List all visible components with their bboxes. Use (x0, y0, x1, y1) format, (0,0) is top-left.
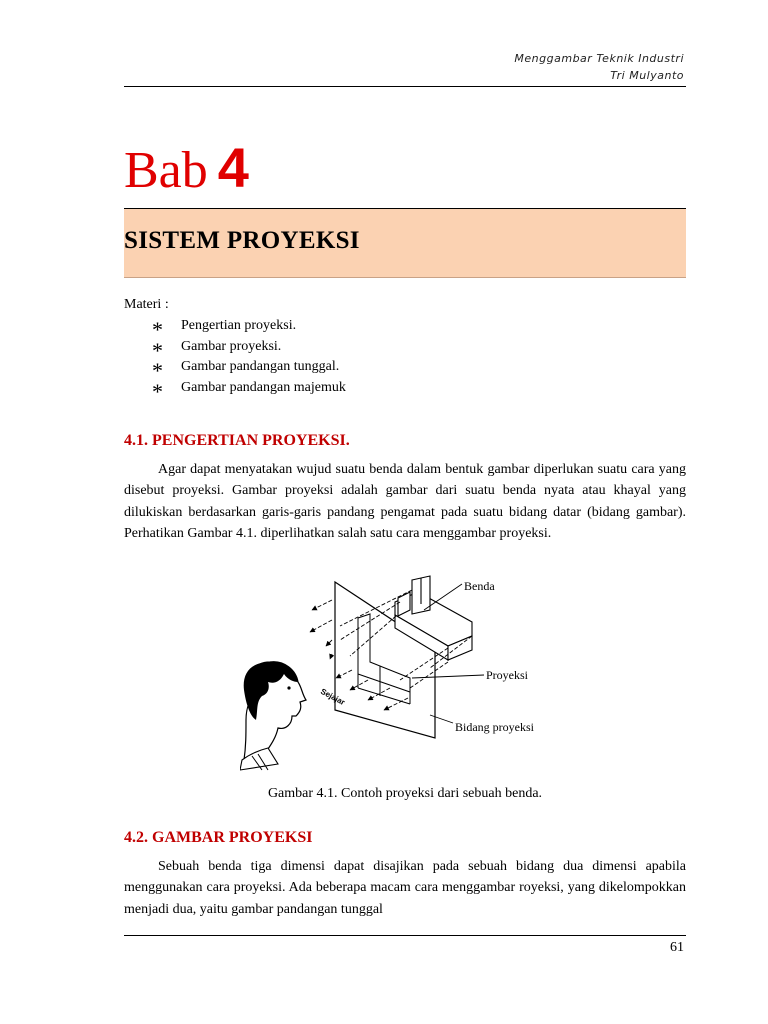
footer-divider (124, 935, 686, 936)
sejajar-label: Sejajar (319, 686, 347, 708)
materi-label: Materi : (124, 297, 169, 312)
label-proyeksi: Proyeksi (486, 668, 528, 682)
chapter-number: 4 (217, 136, 249, 199)
section-2-paragraph (124, 856, 686, 920)
materi-item-text: Gambar pandangan majemuk (181, 379, 346, 395)
asterisk-bullet-icon: * (152, 317, 163, 343)
materi-item-text: Pengertian proyeksi. (181, 318, 297, 334)
list-item (152, 357, 346, 384)
label-benda: Benda (464, 579, 495, 593)
materi-list (152, 316, 346, 404)
section-heading-4-1: 4.1. PENGERTIAN PROYEKSI. (124, 432, 350, 449)
label-bidang-proyeksi: Bidang proyeksi (455, 720, 534, 734)
list-item (152, 337, 346, 363)
asterisk-bullet-icon: * (152, 378, 163, 404)
figure-caption: Gambar 4.1. Contoh proyeksi dari sebuah benda. (267, 786, 543, 801)
chapter-title: SISTEM PROYEKSI (124, 227, 360, 254)
header-author: Tri Mulyanto (610, 69, 684, 82)
header-book-title: Menggambar Teknik Industri (514, 52, 684, 65)
list-item (152, 378, 346, 404)
asterisk-bullet-icon: * (152, 358, 163, 384)
observer-head-icon (240, 662, 306, 770)
section-1-text: Agar dapat menyatakan wujud suatu benda dalam bentuk gambar diperlukan suatu cara yang disebut proyeksi. Gambar proyeksi adalah gambar dari suatu benda nyata atau khayal yang dilukiskan berdasarkan garis-garis pandang pengamat pada suatu bidang datar (bidang gambar). Perhatikan Gambar 4.1. diperlihatkan salah satu cara menggambar proyeksi. (124, 462, 686, 541)
section-1-paragraph (124, 459, 686, 544)
section-2-text: Sebuah benda tiga dimensi dapat disajikan pada sebuah bidang dua dimensi apabila menggunakan cara proyeksi. Ada beberapa macam cara menggambar royeksi, yang dikelompokkan menjadi dua, yaitu gambar pandangan tunggal (124, 859, 686, 917)
list-item (152, 316, 346, 343)
chapter-word: Bab (124, 142, 208, 199)
header-divider (124, 86, 686, 87)
running-header (514, 50, 684, 84)
chapter-title-band (124, 208, 686, 278)
materi-item-text: Gambar pandangan tunggal. (181, 359, 340, 375)
chapter-heading (124, 136, 249, 199)
section-heading-4-2: 4.2. GAMBAR PROYEKSI (124, 829, 313, 846)
asterisk-bullet-icon: * (152, 337, 163, 363)
materi-item-text: Gambar proyeksi. (181, 338, 282, 354)
projection-figure (240, 570, 570, 775)
page-number: 61 (670, 940, 684, 955)
